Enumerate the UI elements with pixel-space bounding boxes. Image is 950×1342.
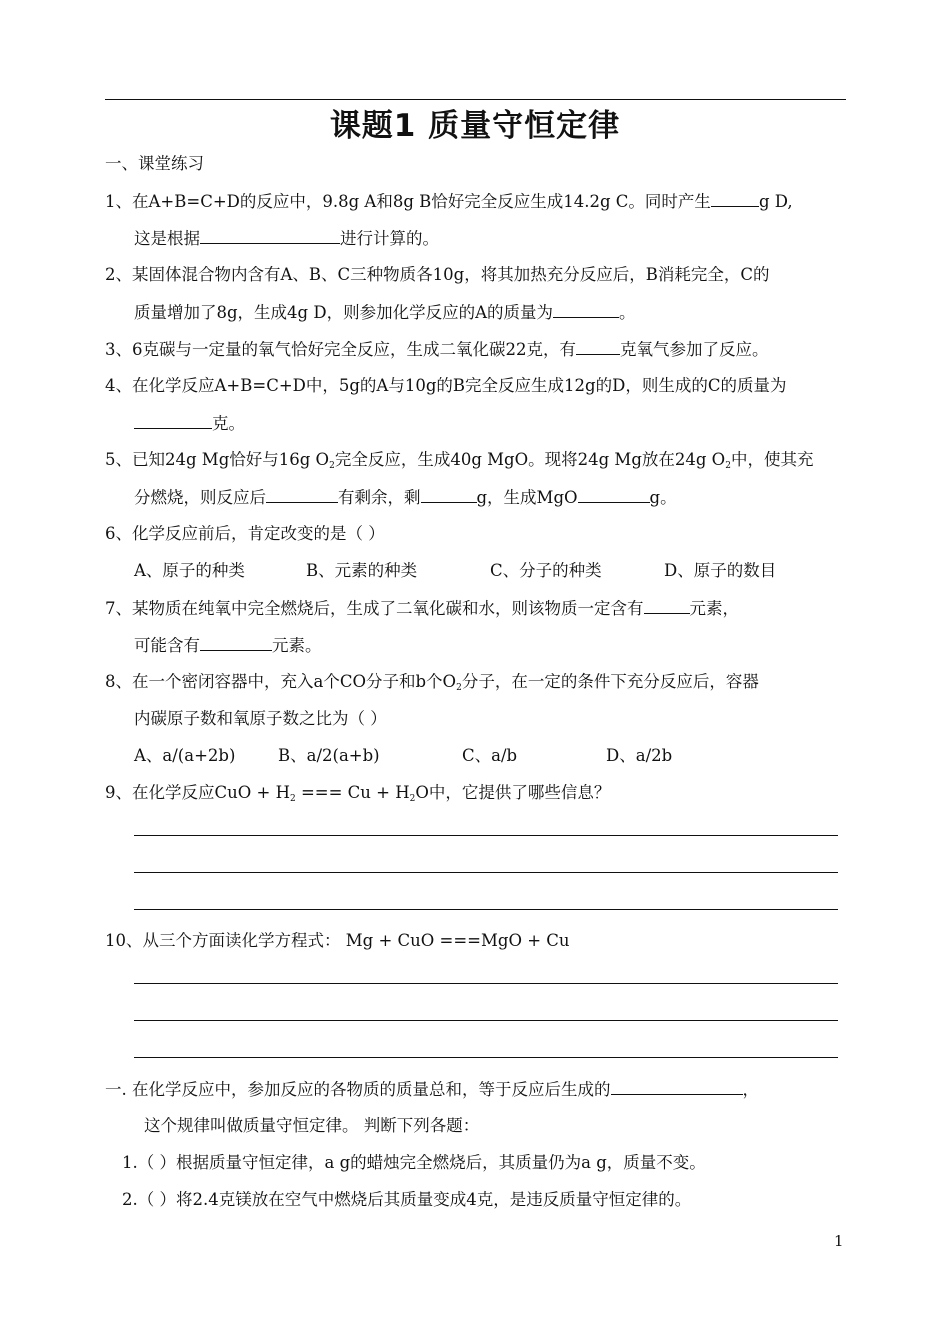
question-10: 10、从三个方面读化学方程式： Mg + CuO ===MgO + Cu [105, 931, 570, 950]
question-1-line-2: 这是根据 进行计算的。 [134, 229, 439, 248]
question-6: 6、化学反应前后，肯定改变的是（ ） [105, 524, 385, 543]
question-6-option-c[interactable]: C、分子的种类 [490, 561, 602, 580]
answer-blank[interactable] [553, 301, 619, 318]
answer-blank[interactable] [611, 1078, 743, 1095]
question-8-line-1: 8、在一个密闭容器中，充入a个CO分子和b个O2分子，在一定的条件下充分反应后，容器 [105, 672, 759, 693]
answer-blank[interactable] [134, 412, 212, 429]
question-5-line-1: 5、已知24g Mg恰好与16g O2完全反应，生成40g MgO。现将24g Mg放在24g O2中，使其充 [105, 450, 814, 471]
question-6-option-d[interactable]: D、原子的数目 [664, 561, 777, 580]
answer-blank[interactable] [266, 486, 338, 503]
question-1-line-1: 1、在A+B=C+D的反应中，9.8g A和8g B恰好完全反应生成14.2g C。同时产生 g D, [105, 192, 793, 211]
law-line-2: 这个规律叫做质量守恒定律。 判断下列各题： [144, 1116, 480, 1135]
page-title: 课题1 质量守恒定律 [329, 108, 621, 144]
question-8-option-c[interactable]: C、a/b [462, 746, 518, 765]
question-4-line-1: 4、在化学反应A+B=C+D中，5g的A与10g的B完全反应生成12g的D，则生成的C的质量为 [105, 376, 787, 395]
answer-line[interactable] [134, 872, 838, 873]
answer-line[interactable] [134, 1057, 838, 1058]
answer-line[interactable] [134, 983, 838, 984]
answer-line[interactable] [134, 835, 838, 836]
answer-blank[interactable] [578, 486, 650, 503]
question-2-line-1: 2、某固体混合物内含有A、B、C三种物质各10g，将其加热充分反应后，B消耗完全，C的 [105, 265, 770, 284]
section-heading: 一、课堂练习 [105, 154, 204, 173]
question-8-option-d[interactable]: D、a/2b [606, 746, 673, 765]
question-3: 3、6克碳与一定量的氧气恰好完全反应，生成二氧化碳22克，有 克氧气参加了反应。 [105, 340, 769, 359]
answer-blank[interactable] [576, 338, 620, 355]
law-line-1: 一. 在化学反应中，参加反应的各物质的质量总和，等于反应后生成的 ， [105, 1080, 759, 1099]
question-6-option-b[interactable]: B、元素的种类 [306, 561, 418, 580]
answer-line[interactable] [134, 909, 838, 910]
answer-line[interactable] [134, 1020, 838, 1021]
question-2-line-2: 质量增加了8g，生成4g D，则参加化学反应的A的质量为 。 [134, 303, 636, 322]
page-number: 1 [834, 1232, 844, 1250]
judgement-1: 1.（ ）根据质量守恒定律，a g的蜡烛完全燃烧后，其质量仍为a g，质量不变。 [122, 1153, 706, 1172]
question-5-line-2: 分燃烧，则反应后 有剩余，剩 g，生成MgO g。 [134, 488, 677, 507]
question-8-option-a[interactable]: A、a/(a+2b) [134, 746, 236, 765]
answer-blank[interactable] [200, 634, 272, 651]
question-7-line-2: 可能含有 元素。 [134, 636, 322, 655]
answer-blank[interactable] [421, 486, 477, 503]
question-4-line-2: 克。 [134, 412, 245, 435]
answer-blank[interactable] [711, 190, 759, 207]
judgement-2: 2.（ ）将2.4克镁放在空气中燃烧后其质量变成4克，是违反质量守恒定律的。 [122, 1190, 692, 1209]
question-6-option-a[interactable]: A、原子的种类 [134, 561, 245, 580]
question-8-line-2: 内碳原子数和氧原子数之比为（ ） [134, 709, 387, 728]
answer-blank[interactable] [200, 227, 340, 244]
answer-blank[interactable] [644, 597, 690, 614]
question-8-option-b[interactable]: B、a/2(a+b) [278, 746, 380, 765]
question-9: 9、在化学反应CuO + H2 === Cu + H2O中，它提供了哪些信息？ [105, 783, 611, 804]
question-7-line-1: 7、某物质在纯氧中完全燃烧后，生成了二氧化碳和水，则该物质一定含有 元素， [105, 599, 739, 618]
